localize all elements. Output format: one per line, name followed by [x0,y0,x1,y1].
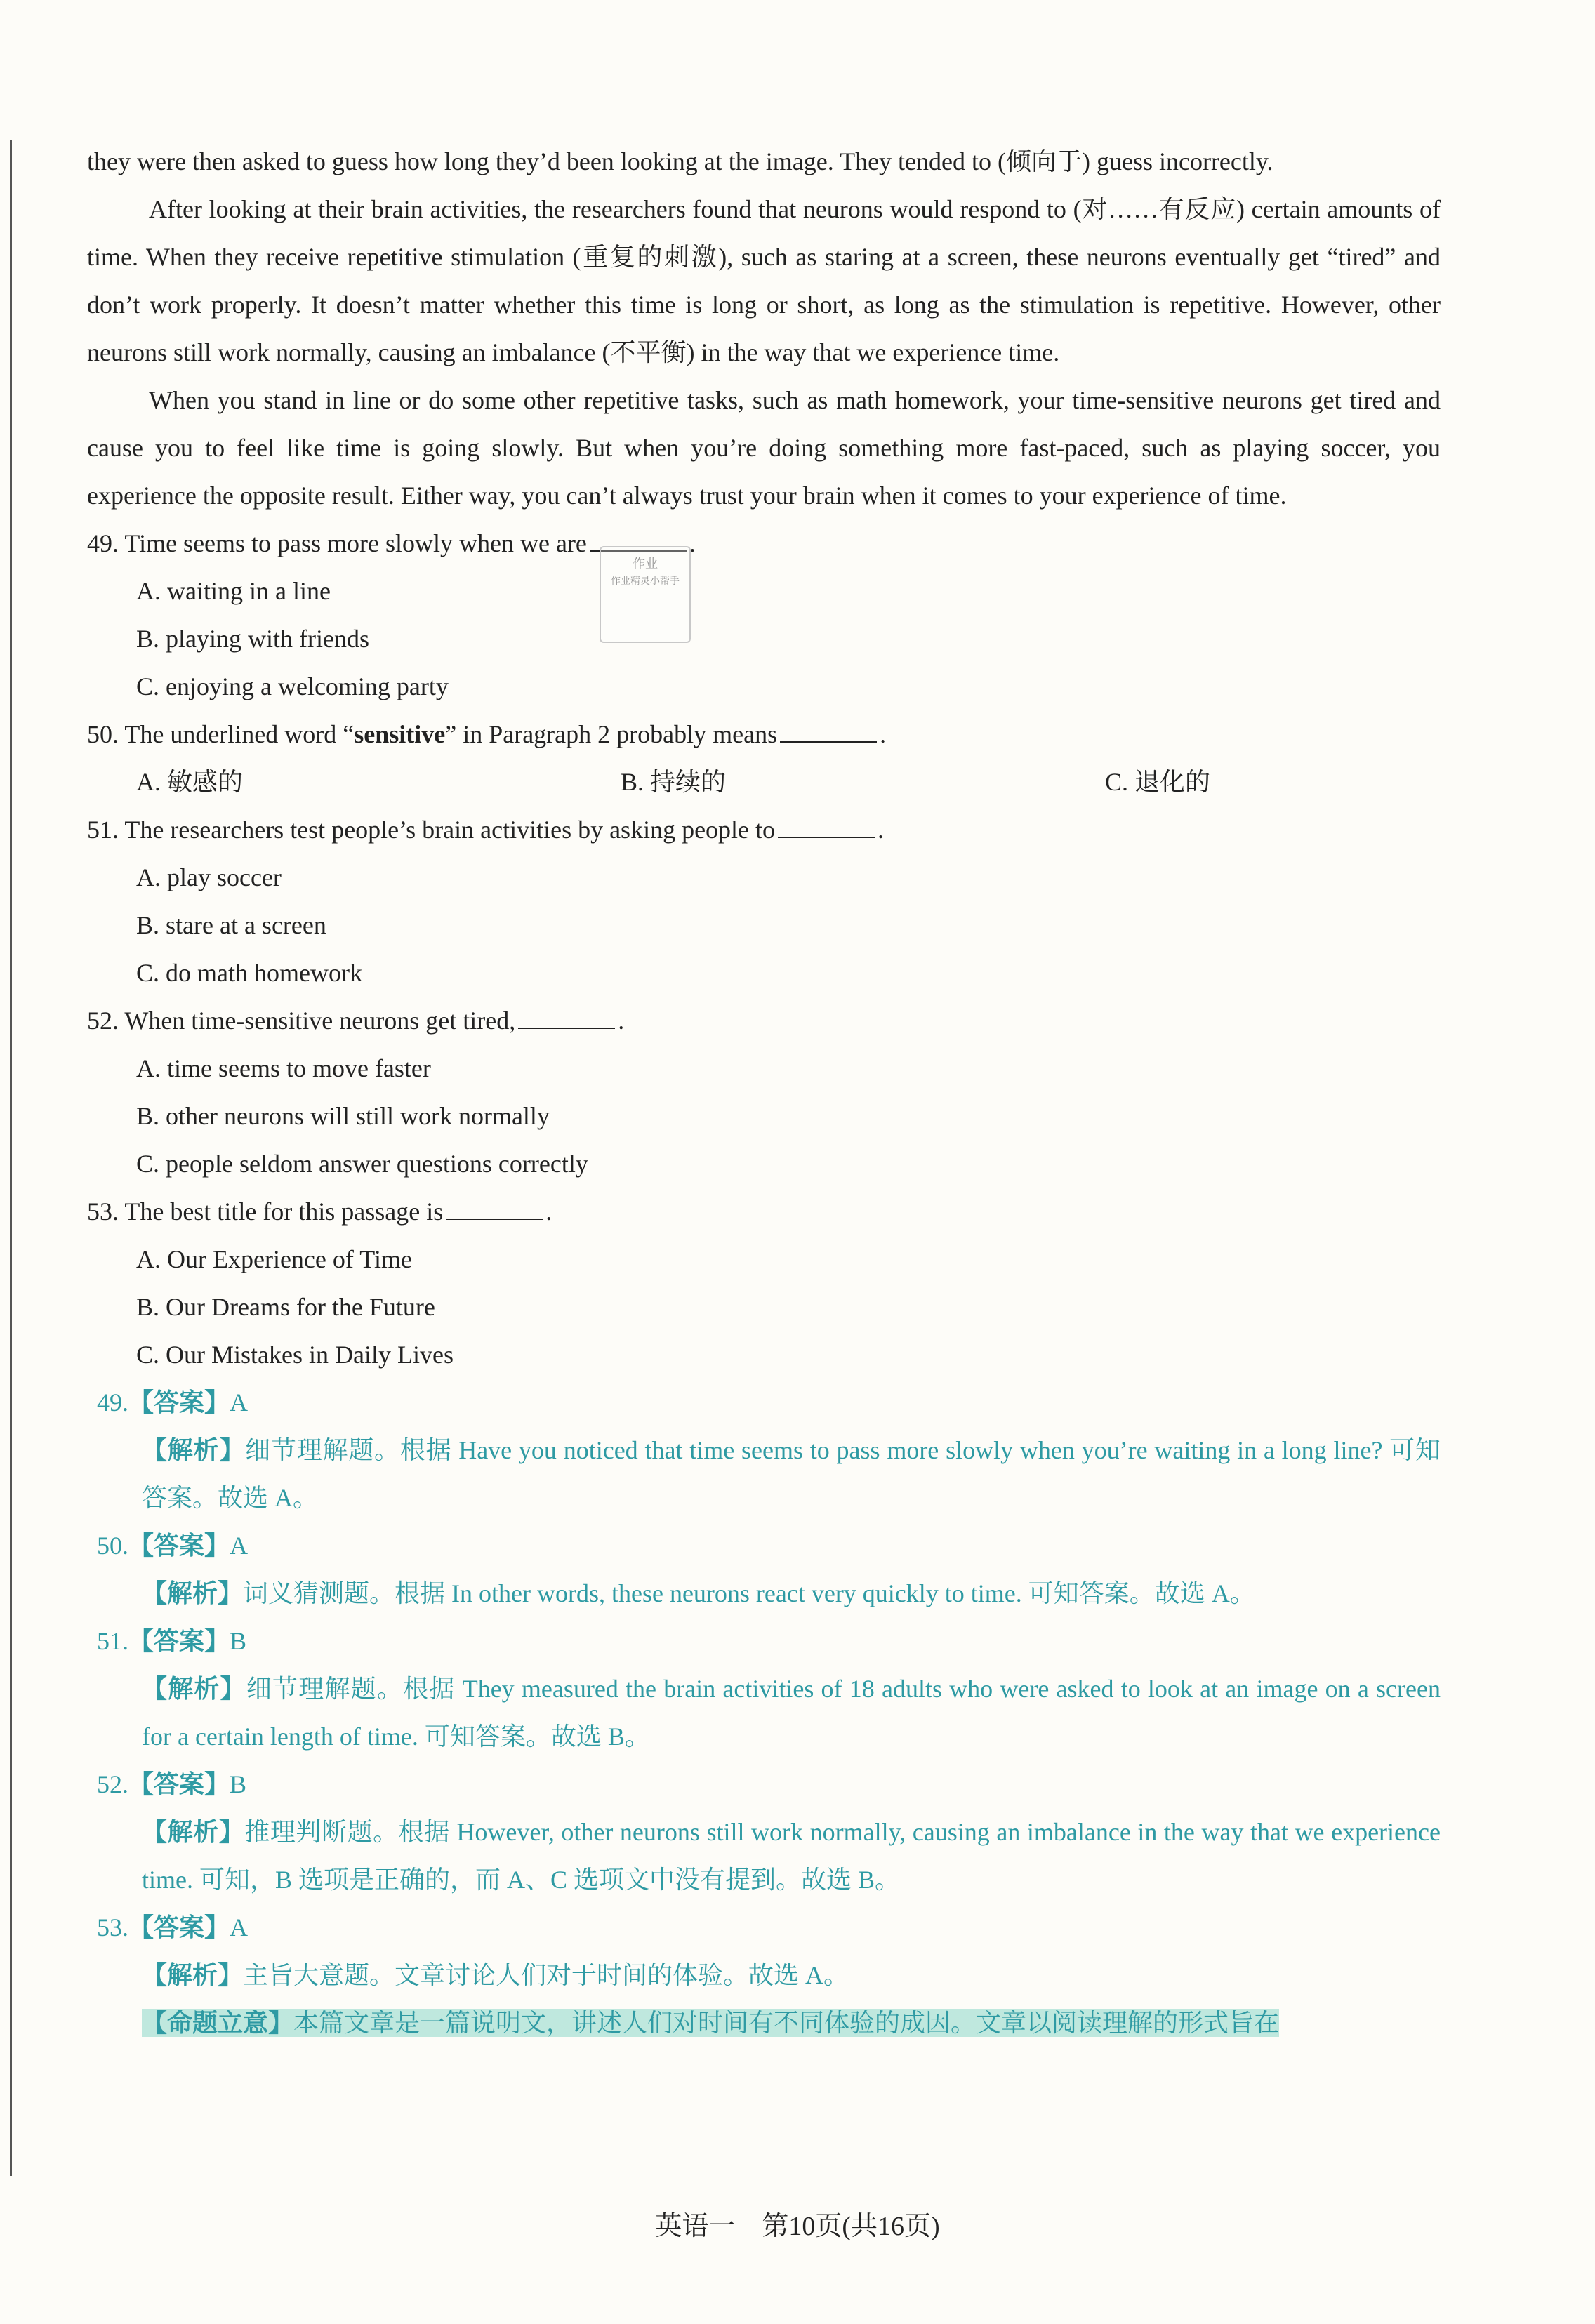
question-50: 50. The underlined word “sensitive” in Paragraph 2 probably means . [87,720,887,748]
watermark-stamp: 作业 作业精灵小帮手 [600,546,691,643]
option-52-c: C. people seldom answer questions correctly [136,1150,588,1178]
passage-paragraph-1: they were then asked to guess how long they’d been looking at the image. They tended to (倾向于) guess incorrectly. [87,147,1273,175]
option-53-b: B. Our Dreams for the Future [136,1293,435,1321]
page-margin-line [10,140,12,2176]
explanation-51: 【解析】细节理解题。根据 They measured the brain activities of 18 adults who were asked to look at an image on a screen for a certain length of time. 可知答案。故选 B。 [142,1675,1441,1751]
question-52: 52. When time-sensitive neurons get tired, . [87,1007,625,1035]
page-content [87,138,1441,2047]
explanation-53: 【解析】主旨大意题。文章讨论人们对于时间的体验。故选 A。 [142,1961,849,1989]
answer-blank [780,720,877,743]
underlined-word: sensitive [354,720,446,748]
explanation-50: 【解析】词义猜测题。根据 In other words, these neurons react very quickly to time. 可知答案。故选 A。 [142,1579,1255,1607]
option-50-c: C. 退化的 [1105,768,1211,796]
passage-paragraph-3: When you stand in line or do some other repetitive tasks, such as math homework, your time-sensitive neurons get tired and cause you to feel like time is going slowly. But when you’re doing something more fast-paced, such as playing soccer, you experience the opposite result. Either way, you can’t always trust your brain when it comes to your experience of time. [87,386,1441,510]
answer-53: 53.【答案】A [97,1913,249,1941]
option-50-a: A. 敏感的 [136,768,243,796]
option-53-a: A. Our Experience of Time [136,1245,412,1273]
option-51-a: A. play soccer [136,863,282,891]
intent-line: 【命题立意】本篇文章是一篇说明文，讲述人们对时间有不同体验的成因。文章以阅读理解的形式旨在 [142,2009,1280,2037]
passage-paragraph-2: After looking at their brain activities, the researchers found that neurons would respond to (对……有反应) certain amounts of time. When they receive repetitive stimulation (重复的刺激), such as staring at a screen, these neurons eventually get “tired” and don’t work properly. It doesn’t matter whether this time is long or short, as long as the stimulation is repetitive. However, other neurons still work normally, causing an imbalance (不平衡) in the way that we experience time. [87,195,1441,366]
answer-blank [518,1007,615,1029]
question-49: 49. Time seems to pass more slowly when we are . [87,529,696,557]
option-49-b: B. playing with friends [136,625,369,653]
option-52-b: B. other neurons will still work normally [136,1102,550,1130]
answer-blank [446,1197,543,1220]
page-footer: 英语一 第10页(共16页) [655,2212,940,2241]
explanation-52: 【解析】推理判断题。根据 However, other neurons still work normally, causing an imbalance in the way that we experience time. 可知，B 选项是正确的，而 A、C 选项文中没有提到。故选 B。 [142,1818,1441,1894]
option-53-c: C. Our Mistakes in Daily Lives [136,1341,454,1369]
answer-49: 49.【答案】A [97,1388,249,1416]
options-50 [87,758,1441,806]
answer-52: 52.【答案】B [97,1770,247,1798]
answer-51: 51.【答案】B [97,1627,247,1655]
question-51: 51. The researchers test people’s brain activities by asking people to . [87,816,885,844]
explanation-49: 【解析】细节理解题。根据 Have you noticed that time seems to pass more slowly when you’re waiting in a long line? 可知答案。故选 A。 [142,1436,1441,1512]
option-49-c: C. enjoying a welcoming party [136,672,449,700]
option-49-a: A. waiting in a line [136,577,331,605]
answer-50: 50.【答案】A [97,1532,249,1560]
question-53: 53. The best title for this passage is . [87,1197,552,1226]
option-51-c: C. do math homework [136,959,362,987]
answer-blank [778,816,875,838]
option-50-b: B. 持续的 [621,768,727,796]
option-52-a: A. time seems to move faster [136,1054,431,1082]
option-51-b: B. stare at a screen [136,911,326,939]
